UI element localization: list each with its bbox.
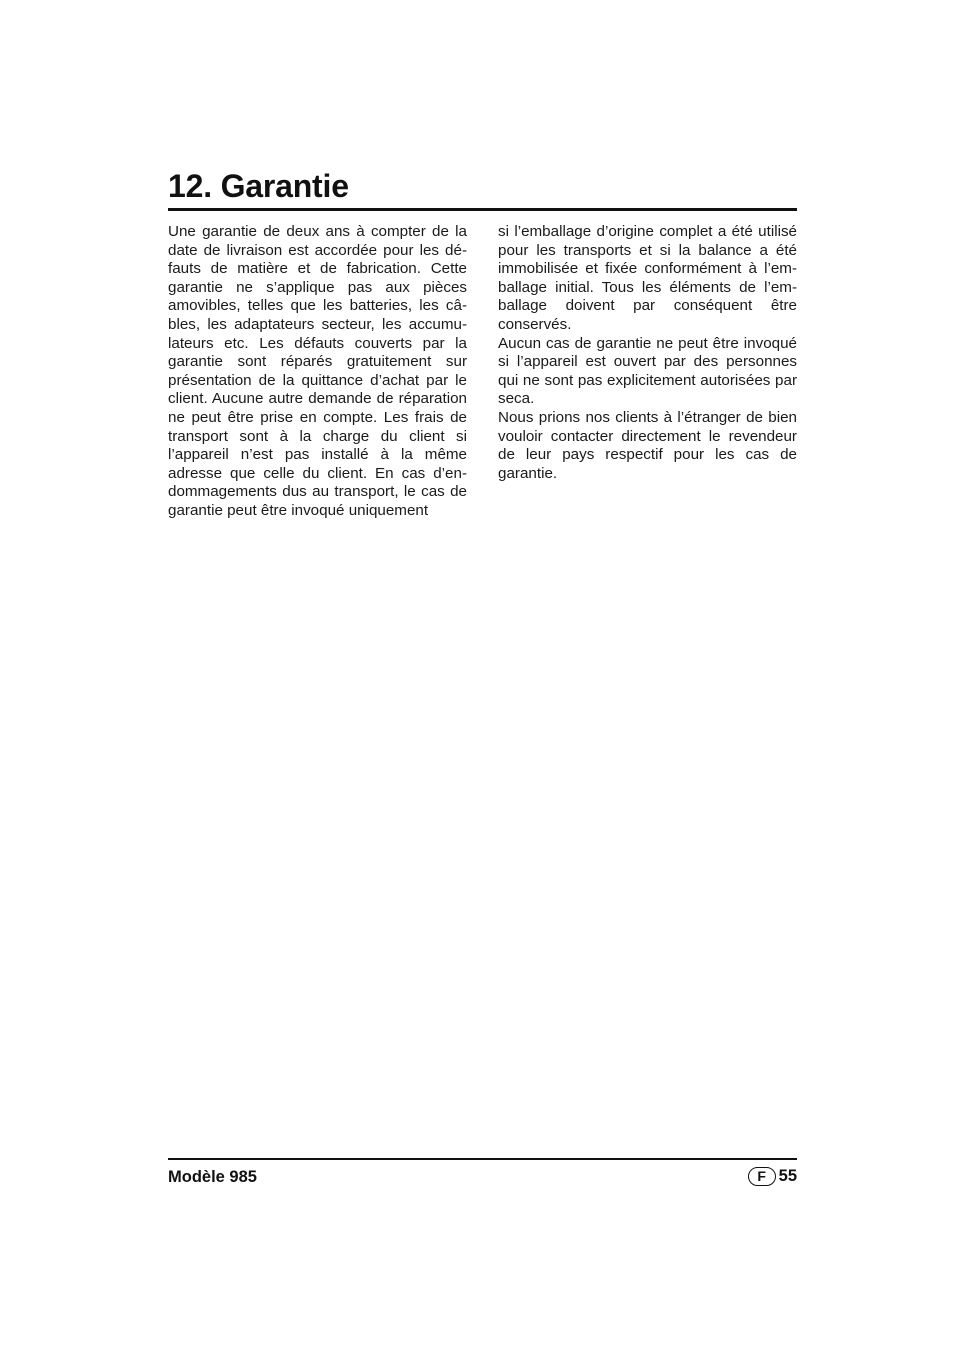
page-number: 55: [778, 1167, 797, 1185]
paragraph-unauthorized-opening: Aucun cas de garantie ne peut être invoqué si l’appareil est ouvert par des personnes qui ne sont pas explicitement autorisées par seca.: [498, 334, 797, 408]
body-column-right: [498, 223, 797, 483]
language-badge: F: [748, 1167, 776, 1186]
body-column-left: [168, 223, 467, 521]
footer-model-name: Modèle 985: [168, 1168, 257, 1186]
footer-page-info: [748, 1165, 797, 1187]
paragraph-packaging-conditions: si l’emballage d’origine complet a été utilisé pour les transports et si la balance a été immobilisée et fixée conformément à l’emballage initial. Tous les éléments de l’emballage doivent par conséquent être conservés.: [498, 223, 797, 333]
title-divider: [168, 208, 797, 211]
footer-divider: [168, 1158, 797, 1160]
paragraph-warranty-terms: Une garantie de deux ans à compter de la date de livraison est accordée pour les défauts de matière et de fabrication. Cette garantie ne s’applique pas aux pièces amovibles, telles que les batteries, les câbles, les adaptateurs secteur, les accumulateurs etc. Les défauts couverts par la garantie sont réparés gratuitement sur présentation de la quittance d’achat par le client. Aucune autre demande de réparation ne peut être prise en compte. Les frais de transport sont à la charge du client si l’appareil n’est pas installé à la même adresse que celle du client. En cas d’endommagements dus au transport, le cas de garantie peut être invoqué uniquement: [168, 223, 467, 519]
section-title: 12. Garantie: [168, 168, 349, 204]
paragraph-foreign-customers: Nous prions nos clients à l’étranger de bien vouloir contacter directement le revendeur de leur pays respectif pour les cas de garantie.: [498, 408, 797, 482]
